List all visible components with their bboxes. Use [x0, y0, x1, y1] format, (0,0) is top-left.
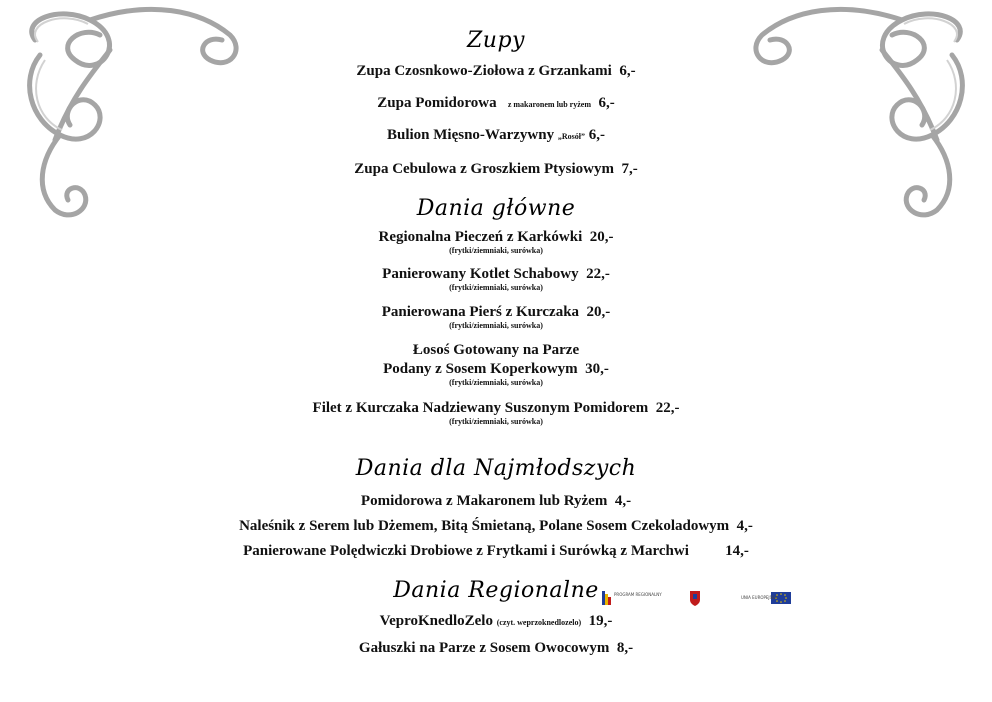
item-note: z makaronem lub ryżem	[507, 100, 591, 109]
item-name: Panierowany Kotlet Schabowy	[382, 266, 579, 282]
menu-item	[0, 518, 992, 535]
item-price: 4,-	[614, 493, 632, 509]
program-regional-text: PROGRAM REGIONALNY	[614, 592, 662, 597]
item-name: VeproKnedloZelo	[379, 613, 493, 629]
item-name: Podany z Sosem Koperkowym	[383, 361, 578, 377]
item-price: 6,-	[619, 63, 636, 79]
item-side-dish: (frytki/ziemniaki, surówka)	[449, 378, 543, 387]
funding-logos	[600, 590, 800, 610]
item-name: Regionalna Pieczeń z Karkówki	[378, 229, 583, 245]
item-note: „Rosół”	[557, 132, 585, 141]
item-price: 14,-	[725, 543, 749, 559]
eu-text: UNIA EUROPEJSKA	[741, 595, 778, 600]
item-name: Pomidorowa z Makaronem lub Ryżem	[360, 493, 608, 509]
item-price: 20,-	[586, 304, 611, 320]
item-price: 4,-	[736, 518, 753, 534]
menu-item	[0, 127, 992, 145]
coat-of-arms-logo	[680, 590, 710, 606]
section-title-soups: Zupy	[467, 28, 525, 53]
menu-item	[0, 543, 992, 560]
item-price: 20,-	[589, 229, 614, 245]
item-name: Panierowane Polędwiczki Drobiowe z Frytkami i Surówką z Marchwi	[243, 543, 689, 559]
item-side-dish: (frytki/ziemniaki, surówka)	[449, 321, 543, 330]
item-name: Naleśnik z Serem lub Dżemem, Bitą Śmietaną, Polane Sosem Czekoladowym	[239, 518, 730, 534]
item-name: Panierowana Pierś z Kurczaka	[381, 304, 580, 320]
item-name: Zupa Czosnkowo-Ziołowa z Grzankami	[356, 63, 612, 79]
item-price: 7,-	[621, 161, 638, 177]
menu-item	[0, 640, 992, 657]
menu-item	[0, 361, 992, 378]
menu-item	[0, 229, 992, 246]
item-price: 22,-	[586, 266, 610, 282]
item-name: Zupa Pomidorowa	[377, 95, 497, 111]
section-title-kids: Dania dla Najmłodszych	[355, 456, 637, 481]
menu-item	[0, 400, 992, 417]
item-price: 22,-	[655, 400, 680, 416]
menu-item	[0, 266, 992, 283]
menu-item	[0, 493, 992, 510]
menu-item	[0, 304, 992, 321]
item-price: 30,-	[585, 361, 609, 377]
item-side-dish: (frytki/ziemniaki, surówka)	[449, 246, 543, 255]
menu-item	[0, 95, 992, 113]
menu-item	[0, 613, 992, 631]
item-name: Filet z Kurczaka Nadziewany Suszonym Pomidorem	[312, 400, 649, 416]
item-name: Bulion Mięsno-Warzywny	[387, 127, 555, 143]
menu-item	[0, 161, 992, 178]
item-name: Zupa Cebulowa z Groszkiem Ptysiowym	[354, 161, 614, 177]
item-price: 19,-	[588, 613, 613, 629]
section-title-mains: Dania główne	[416, 196, 576, 221]
section-title-regional: Dania Regionalne	[393, 578, 599, 603]
menu-item-line1: Łosoś Gotowany na Parze	[412, 342, 580, 358]
item-side-dish: (frytki/ziemniaki, surówka)	[449, 417, 543, 426]
item-price: 6,-	[598, 95, 615, 111]
item-price: 8,-	[616, 640, 634, 656]
item-note: (czyt. weprzoknedlozelo)	[496, 618, 582, 627]
menu-item	[0, 63, 992, 80]
item-name: Gałuszki na Parze z Sosem Owocowym	[358, 640, 610, 656]
item-side-dish: (frytki/ziemniaki, surówka)	[449, 283, 543, 292]
item-price: 6,-	[588, 127, 605, 143]
